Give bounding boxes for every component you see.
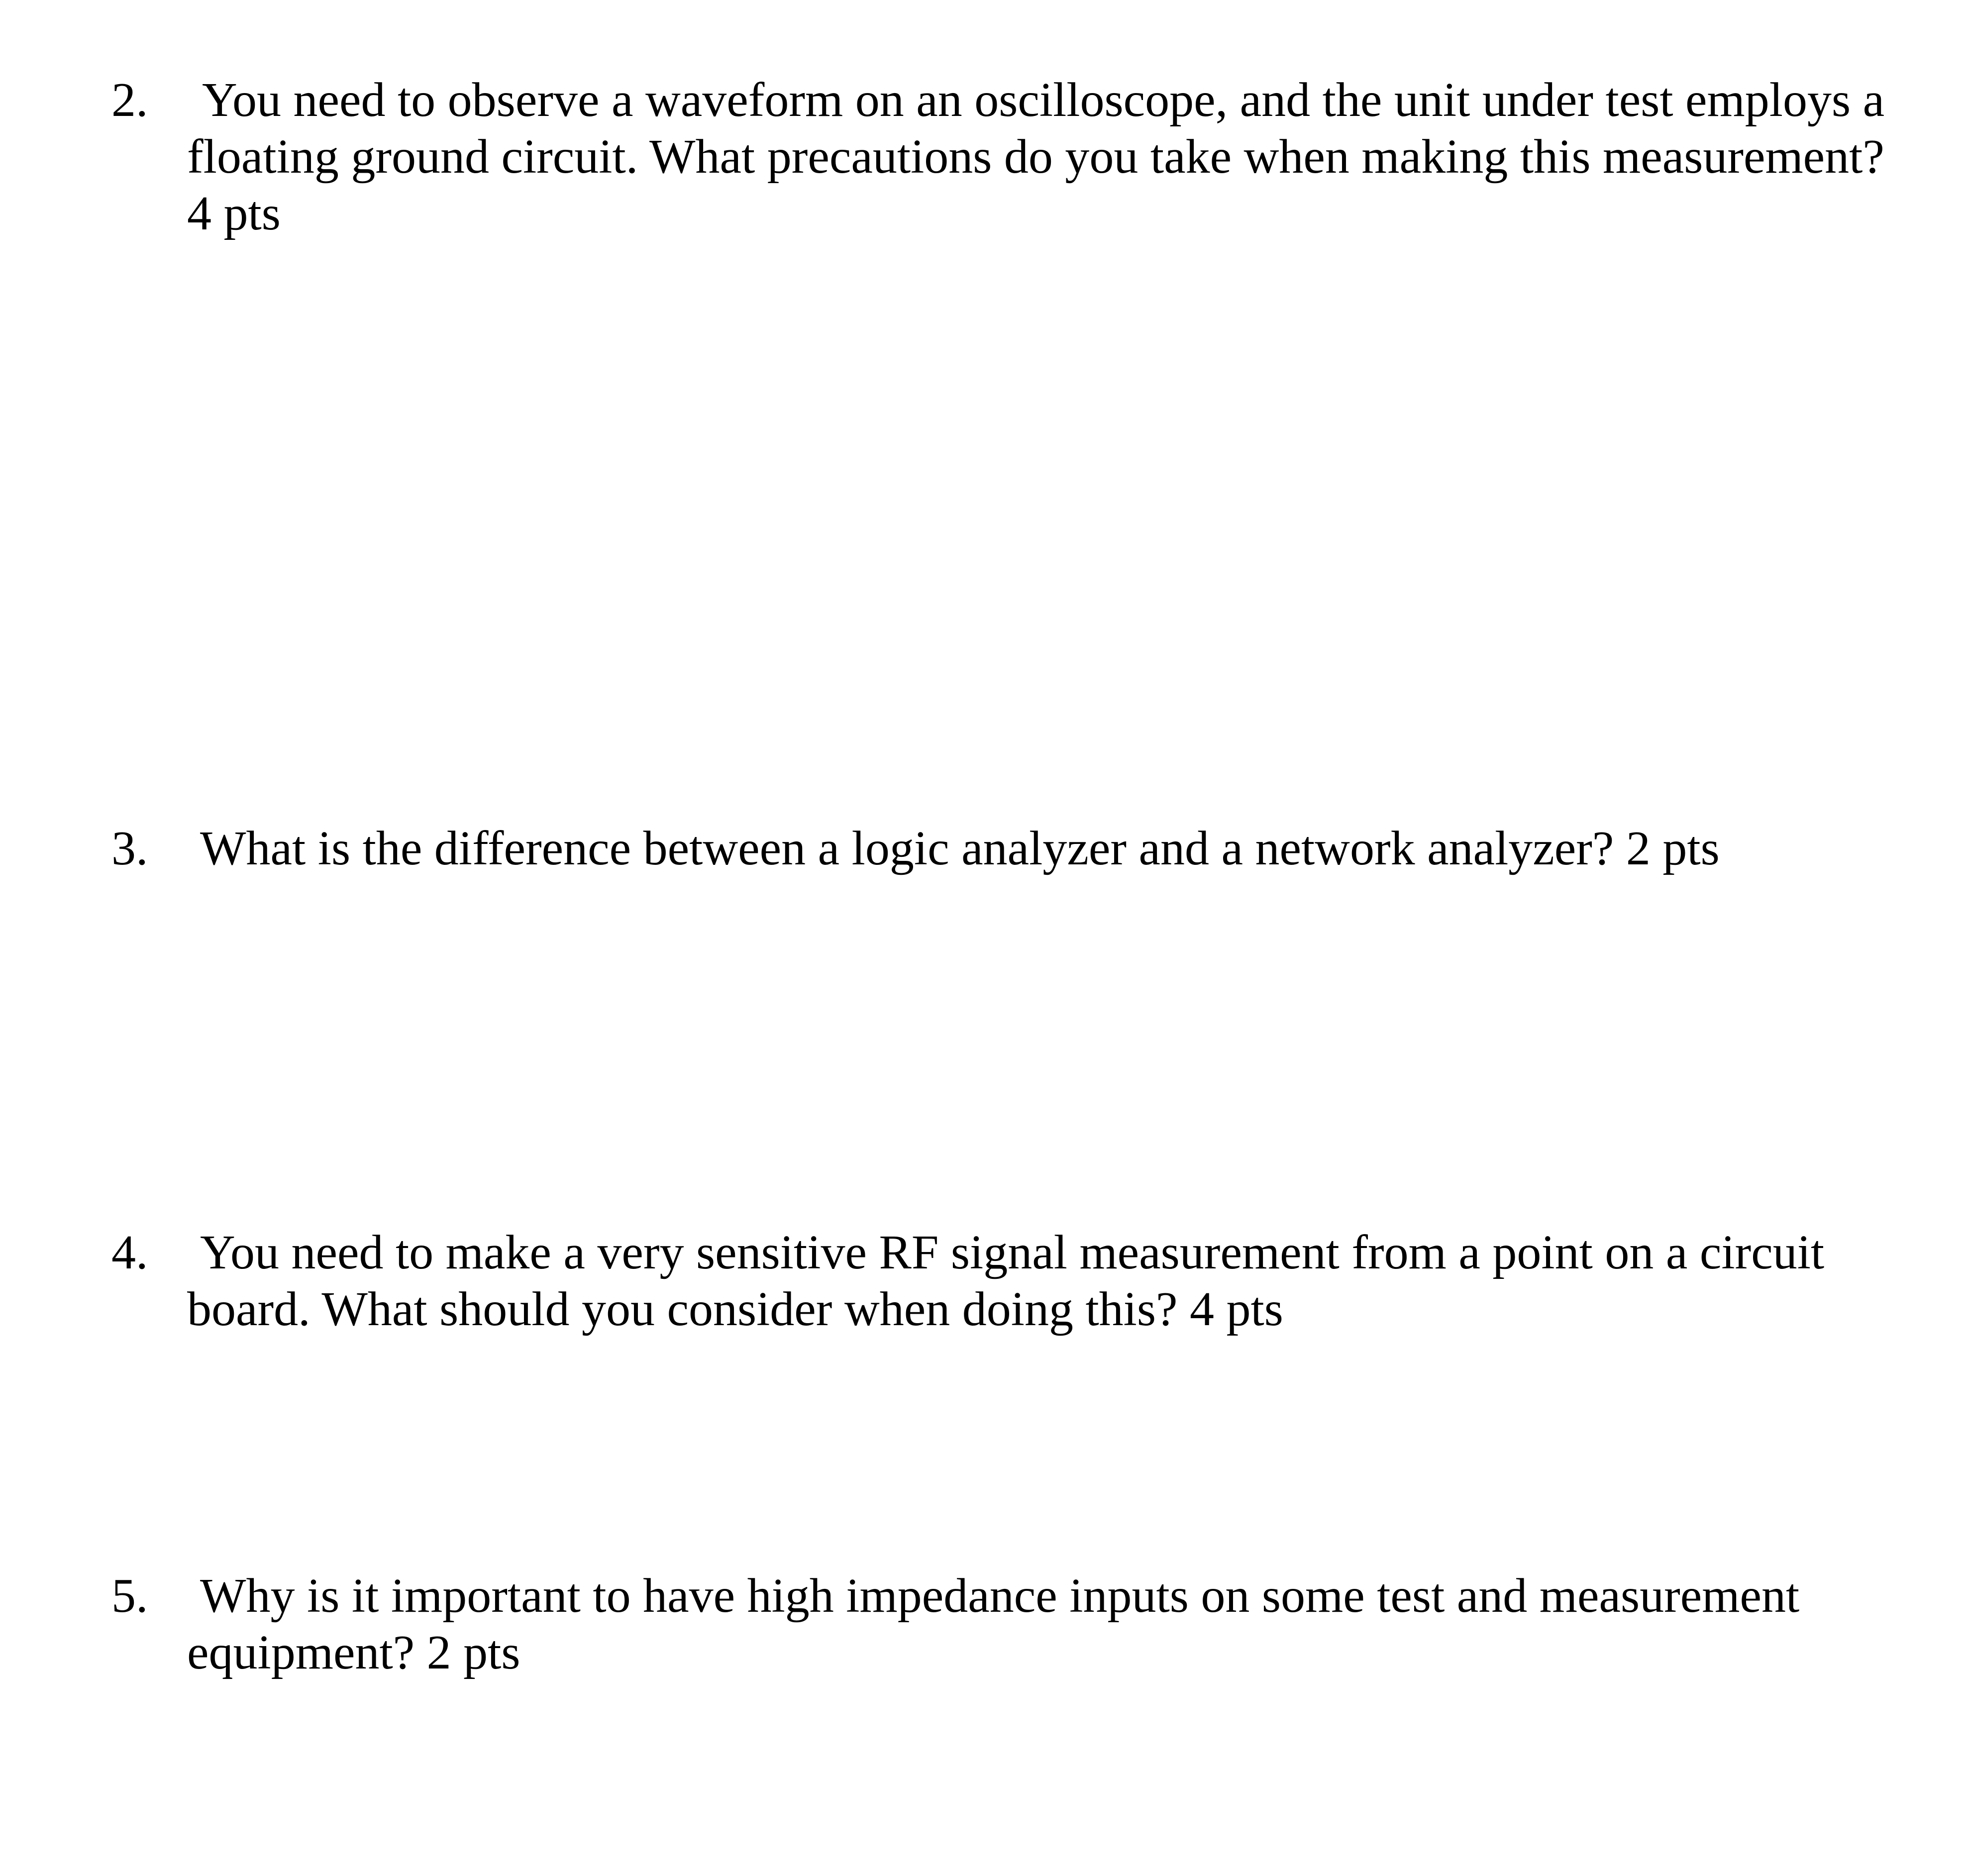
question-text-line: board. What should you consider when doing this? 4 pts [187, 1282, 1283, 1336]
question-number: 3. [111, 822, 148, 875]
question-text-line: Why is it important to have high impedance inputs on some test and measurement [200, 1569, 1800, 1623]
question-points: 4 pts [187, 187, 281, 240]
question-number: 4. [111, 1226, 148, 1279]
question-text [187, 1567, 1959, 1681]
question-text [187, 1224, 1959, 1338]
question-text-line: You need to make a very sensitive RF signal measurement from a point on a circuit [200, 1226, 1825, 1279]
question-number: 2. [111, 73, 148, 127]
question-number: 5. [111, 1569, 148, 1623]
question-text-line: You need to observe a waveform on an oscilloscope, and the unit under test employs a [202, 73, 1885, 127]
question-text-line: floating ground circuit. What precautions do you take when making this measurement? [187, 130, 1884, 184]
question-text-line: equipment? 2 pts [187, 1626, 520, 1679]
question-text [187, 72, 1959, 242]
question-text [187, 820, 1959, 877]
question-text-line: What is the difference between a logic analyzer and a network analyzer? 2 pts [200, 822, 1720, 875]
